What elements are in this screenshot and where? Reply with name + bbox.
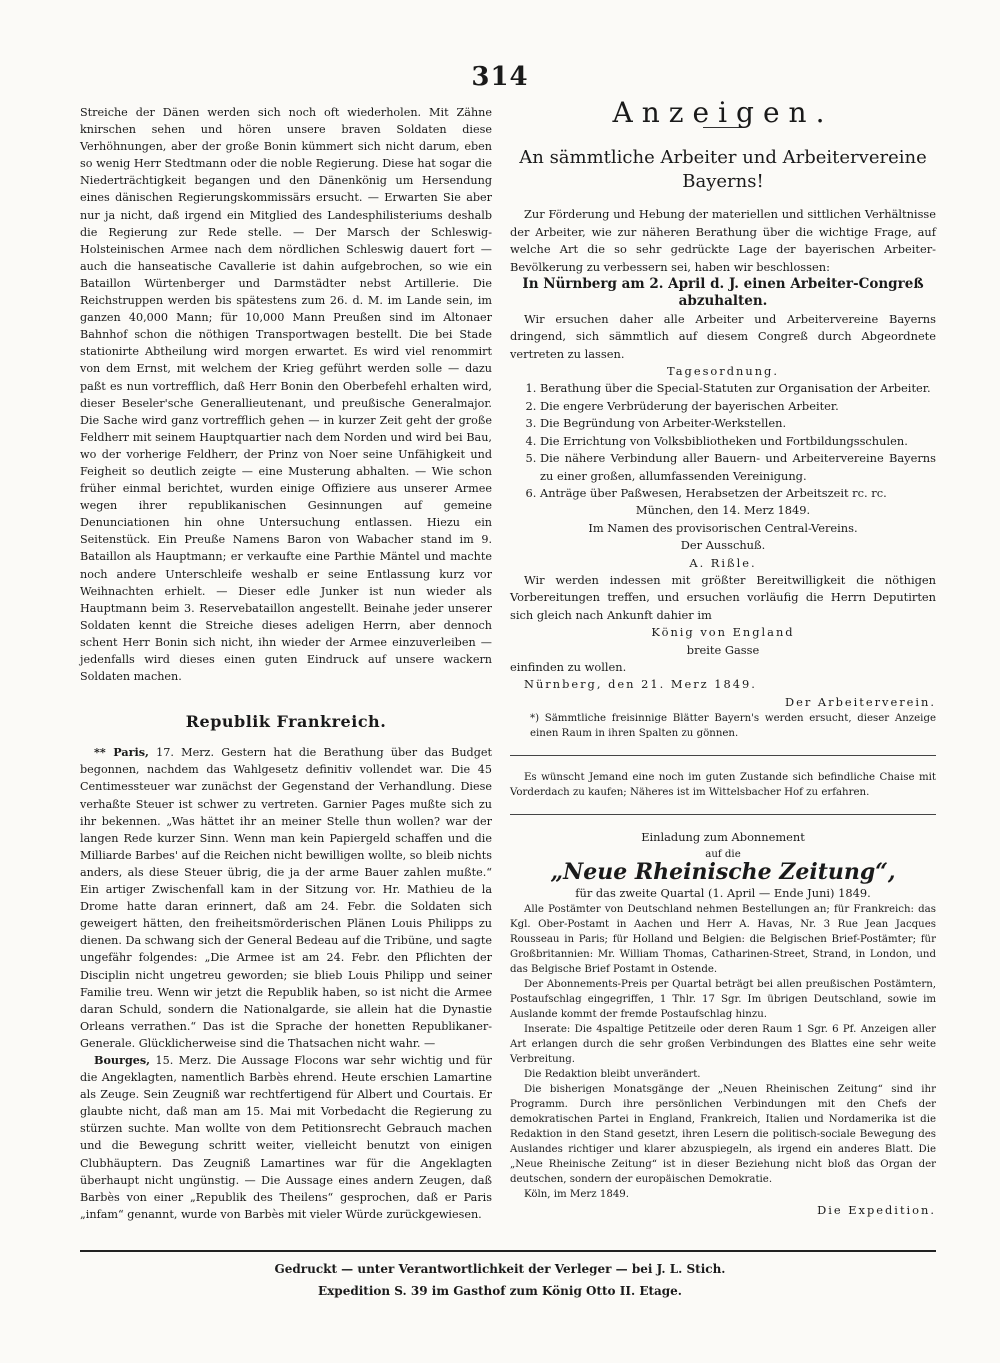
- ad-subscription-p5: Die bisherigen Monatsgänge der „Neuen Rheinischen Zeitung“ sind ihr Programm. Durch ihre persönlichen Verbindungen mit den Chefs der demokratischen Partei in England, Frankreich, Italien und Nordamerika ist die Redaktion in den Stand gesetzt, ihren Lesern die politisch-sociale Bewegung des Auslandes richtiger und klarer abzuspiegeln, als irgend ein anderes Blatt. Die „Neue Rheinische Zeitung“ ist in dieser Beziehung nicht bloß das Organ der deutschen, sondern der europäischen Demokratie.: [510, 1084, 936, 1186]
- ad-workers-find: einfinden zu wollen.: [510, 659, 627, 674]
- article-continuation: Streiche der Dänen werden sich noch oft wiederholen. Mit Zähne knirschen sehen und hören unsere braven Soldaten diese Verhöhnungen, aber der große Bonin kümmert sich nicht darum, eben so wenig Herr Stedtmann oder die noble Regierung. Diese hat sogar die Niederträchtigkeit begangen und den Dänenkönig um Hersendung eines dänischen Regierungskommissärs ersucht. — Erwarten Sie aber nur ja nicht, daß irgend ein Mitglied des Landesphilisteriums deshalb die Regierung zur Rede stelle. — Der Marsch der Schleswig-Holsteinischen Armee nach dem nördlichen Schleswig dauert fort — auch die hanseatische Cavallerie ist dahin aufgebrochen, so wie ein Bataillon Würtenberger und Darmstädter nebst Artillerie. Die Reichstruppen werden bis spätestens zum 26. d. M. im Lande sein, im ganzen 40,000 Mann; für 10,000 Mann Preußen sind im Altonaer Bahnhof schon die nöthigen Transportwagen bestellt. Die bei Stade stationirte Abtheilung wird morgen erwartet. Es wird viel renommirt von dem Ernst, mit welchem der Krieg geführt werden solle — dazu paßt es nun vortrefflich, daß Herr Bonin den Oberbefehl erhalten wird, dieser Beseler'sche Generallieutenant, und preußische Generalmajor. Die Sache wird ganz vortrefflich gehen — in kurzer Zeit geht der große Feldherr mit seinem Hauptquartier nach dem Norden und wird bei Bau, wo der vorherige Feldherr, der Prinz von Noer seine Unfähigkeit und Feigheit so deutlich zeigte — eine Musterung abhalten. — Wie schon früher einmal berichtet, wurden einige Offiziere aus unserer Armee wegen ihrer republikanischen Gesinnungen auf gemeine Denunciationen hin ohne Untersuchung entlassen. Hiezu ein Seitenstück. Ein Preuße Namens Baron von Wabacher stand im 9. Bataillon als Hauptmann; er verkaufte eine Parthie Mäntel und machte noch andere Unterschleife weshalb er seine Entlassung kurz vor Weihnachten erhielt. — Dieser edle Junker ist nun wieder als Hauptmann beim 3. Reservebataillon angestellt. Beinahe jeder unserer Soldaten kennt die Streiche dieses adeligen Herrn, aber dennoch schent Herr Bonin sich nicht, ihn wieder der Armee einzuverleiben — jedenfalls wird dieses einen guten Eindruck auf unsere wackern Soldaten machen.: [80, 106, 492, 684]
- ad-workers-street: breite Gasse: [686, 642, 760, 657]
- ad-subscription-p4: Die Redaktion bleibt unverändert.: [524, 1069, 701, 1081]
- ad-subscription-auf: auf die: [705, 848, 741, 860]
- agenda-item: 1. Berathung über die Special-Statuten zur Organisation der Arbeiter.: [540, 380, 936, 397]
- ad-workers-date2: Nürnberg, den 21. Merz 1849.: [524, 677, 757, 692]
- ad-workers-signer: A. Rißle.: [689, 555, 757, 570]
- ad-subscription-quarter: für das zweite Quartal (1. April — Ende Juni) 1849.: [575, 886, 871, 900]
- agenda-item: 4. Die Errichtung von Volksbibliotheken und Fortbildungsschulen.: [540, 433, 936, 450]
- agenda-item: 5. Die nähere Verbindung aller Bauern- und Arbeitervereine Bayerns zu einer großen, allumfassenden Vereinigung.: [540, 450, 936, 485]
- paris-report: [80, 744, 492, 1052]
- ad-subscription-intro: Einladung zum Abonnement: [641, 830, 805, 845]
- paris-dateline: ** Paris,: [94, 745, 149, 760]
- ad-workers-intro: Zur Förderung und Hebung der materiellen und sittlichen Verhältnisse der Arbeiter, wie zur näheren Berathung über die wichtige Frage, auf welche Art die so sehr gedrückte Lage der bayerischen Arbeiter-Bevölkerung zu verbessern sei, haben wir beschlossen:: [510, 207, 936, 274]
- footer-expedition: Expedition S. 39 im Gasthof zum König Otto II. Etage.: [318, 1284, 682, 1298]
- agenda-title: Tagesordnung.: [667, 364, 779, 379]
- bourges-text: 15. Merz. Die Aussage Flocons war sehr wichtig und für die Angeklagten, namentlich Barbès ehrend. Heute erschien Lamartine als Zeuge. Sein Zeugniß war rechtfertigend für Albert und Courtais. Er glaubte nicht, daß man am 15. Mai mit Vorbedacht die Regierung zu stürzen suchte. Man wollte von dem Petitionsrecht Gebrauch machen und die Bewegung schritt weiter, vielleicht benutzt von einigen Clubhäuptern. Das Zeugniß Lamartines war für die Angeklagten überhaupt nicht ungünstig. — Die Aussage eines andern Zeugen, daß Barbès von einer „Republik des Theilens“ gesprochen, daß er Paris „infam“ genannt, wurde von Barbès mit vieler Würde zurückgewiesen.: [80, 1053, 492, 1221]
- ad-chaise: Es wünscht Jemand eine noch im guten Zustande sich befindliche Chaise mit Vorderdach zu kaufen; Näheres ist im Wittelsbacher Hof zu erfahren.: [510, 772, 936, 799]
- agenda-item: 3. Die Begründung von Arbeiter-Werkstellen.: [540, 415, 936, 432]
- ad-workers-footnote: *) Sämmtliche freisinnige Blätter Bayern's werden ersucht, dieser Anzeige einen Raum in ihren Spalten zu gönnen.: [530, 713, 936, 740]
- ad-subscription-title: „Neue Rheinische Zeitung“,: [550, 858, 896, 885]
- ad-subscription-p1: Alle Postämter von Deutschland nehmen Bestellungen an; für Frankreich: das Kgl. Ober-Postamt in Aachen und Herr A. Havas, Nr. 3 Rue Jean Jacques Rousseau in Paris; für Holland und Belgien: die Belgischen Brief-Postämter; für Großbritannien: Mr. William Thomas, Catharinen-Street, Strand, in London, und das Belgische Brief Postamt in Ostende.: [510, 904, 936, 976]
- footer-printer: Gedruckt — unter Verantwortlichkeit der Verleger — bei J. L. Stich.: [274, 1262, 726, 1276]
- ad-subscription-p3: Inserate: Die 4spaltige Petitzeile oder deren Raum 1 Sgr. 6 Pf. Anzeigen aller Art erlangen durch die sehr großen Verbindungen des Blattes eine sehr weite Verbreitung.: [510, 1024, 936, 1066]
- paris-text: 17. Merz. Gestern hat die Berathung über das Budget begonnen, nachdem das Wahlgesetz definitiv vollendet war. Die 45 Centimessteuer war zunächst der Gegenstand der Verhandlung. Diese verhaßte Steuer ist schwer zu vertreten. Garnier Pages mußte sich zu ihr bekennen. „Was hättet ihr an meiner Stelle thun wollen? war der langen Rede kurzer Sinn. Wenn man kein Papiergeld schaffen und die Milliarde Barbes' auf die Reichen nicht bewilligen wollte, so bleib nichts anders, als diese Steuer übrig, die ja der arme Bauer zahlen mußte.“ Ein artiger Zwischenfall kam in der Sitzung vor. Hr. Mathieu de la Drome hatte daran erinnert, daß am 24. Febr. die Soldaten sich geweigert hätten, den freiheitsmörderischen Plänen Louis Philipps zu dienen. Da schwang sich der General Bedeau auf die Tribüne, und sagte ungefähr folgendes: „Die Armee ist am 24. Febr. den Pflichten der Disciplin nicht ungetreu geworden; sie blieb Louis Philipp und seiner Familie treu. Wenn wir jetzt die Republik haben, so ist nicht die Armee daran Schuld, sondern die Nationalgarde, sie allein hat die Dynastie Orleans verrathen.“ Das ist die Sprache der honetten Republikaner-Generale. Glücklicherweise sind die Thatsachen nicht wahr. —: [80, 746, 492, 1050]
- ad-workers-closing: Wir werden indessen mit größter Bereitwilligkeit die nöthigen Vorbereitungen treffen, und ersuchen vorläufig die Herrn Deputirten sich gleich nach Ankunft dahier im: [510, 572, 936, 622]
- ad-subscription-date: Köln, im Merz 1849.: [524, 1189, 630, 1201]
- ad-workers-invite: Wir ersuchen daher alle Arbeiter und Arbeitervereine Bayerns dringend, sich sämmtlich auf diesem Congreß durch Abgeordnete vertreten zu lassen.: [510, 311, 936, 361]
- ad-divider: [510, 814, 936, 815]
- agenda-list: [510, 380, 936, 502]
- agenda-item: 6. Anträge über Paßwesen, Herabsetzen der Arbeitszeit rc. rc.: [540, 485, 936, 502]
- ad-workers-title: An sämmtliche Arbeiter und Arbeitervereine Bayerns!: [519, 147, 927, 193]
- ad-divider: [510, 755, 936, 756]
- ad-workers-date: München, den 14. Merz 1849.: [635, 503, 811, 518]
- bourges-report: [80, 1052, 492, 1223]
- ad-workers-committee: Der Ausschuß.: [680, 538, 766, 553]
- ad-workers-name-line: Im Namen des provisorischen Central-Vereins.: [588, 520, 858, 535]
- section-title-frankreich: Republik Frankreich.: [185, 712, 387, 732]
- ads-heading: Anzeigen.: [612, 96, 834, 129]
- right-column: [510, 96, 936, 1220]
- ad-subscription-p2: Der Abonnements-Preis per Quartal beträgt bei allen preußischen Postämtern, Postaufschlag eingegriffen, 1 Thlr. 17 Sgr. Im übrigen Deutschland, sowie im Auslande kommt der fremde Postaufschlag hinzu.: [510, 979, 936, 1021]
- ad-workers-hotel: König von England: [651, 625, 795, 640]
- ad-subscription-sign: Die Expedition.: [817, 1203, 936, 1218]
- footer-divider: [80, 1250, 936, 1252]
- left-column: [80, 104, 492, 1223]
- agenda-item: 2. Die engere Verbrüderung der bayerischen Arbeiter.: [540, 398, 936, 415]
- page-number: 314: [471, 62, 529, 92]
- ad-workers-org: Der Arbeiterverein.: [784, 694, 936, 709]
- ad-workers-congress: In Nürnberg am 2. April d. J. einen Arbeiter-Congreß abzuhalten.: [522, 276, 924, 310]
- bourges-dateline: Bourges,: [94, 1052, 151, 1067]
